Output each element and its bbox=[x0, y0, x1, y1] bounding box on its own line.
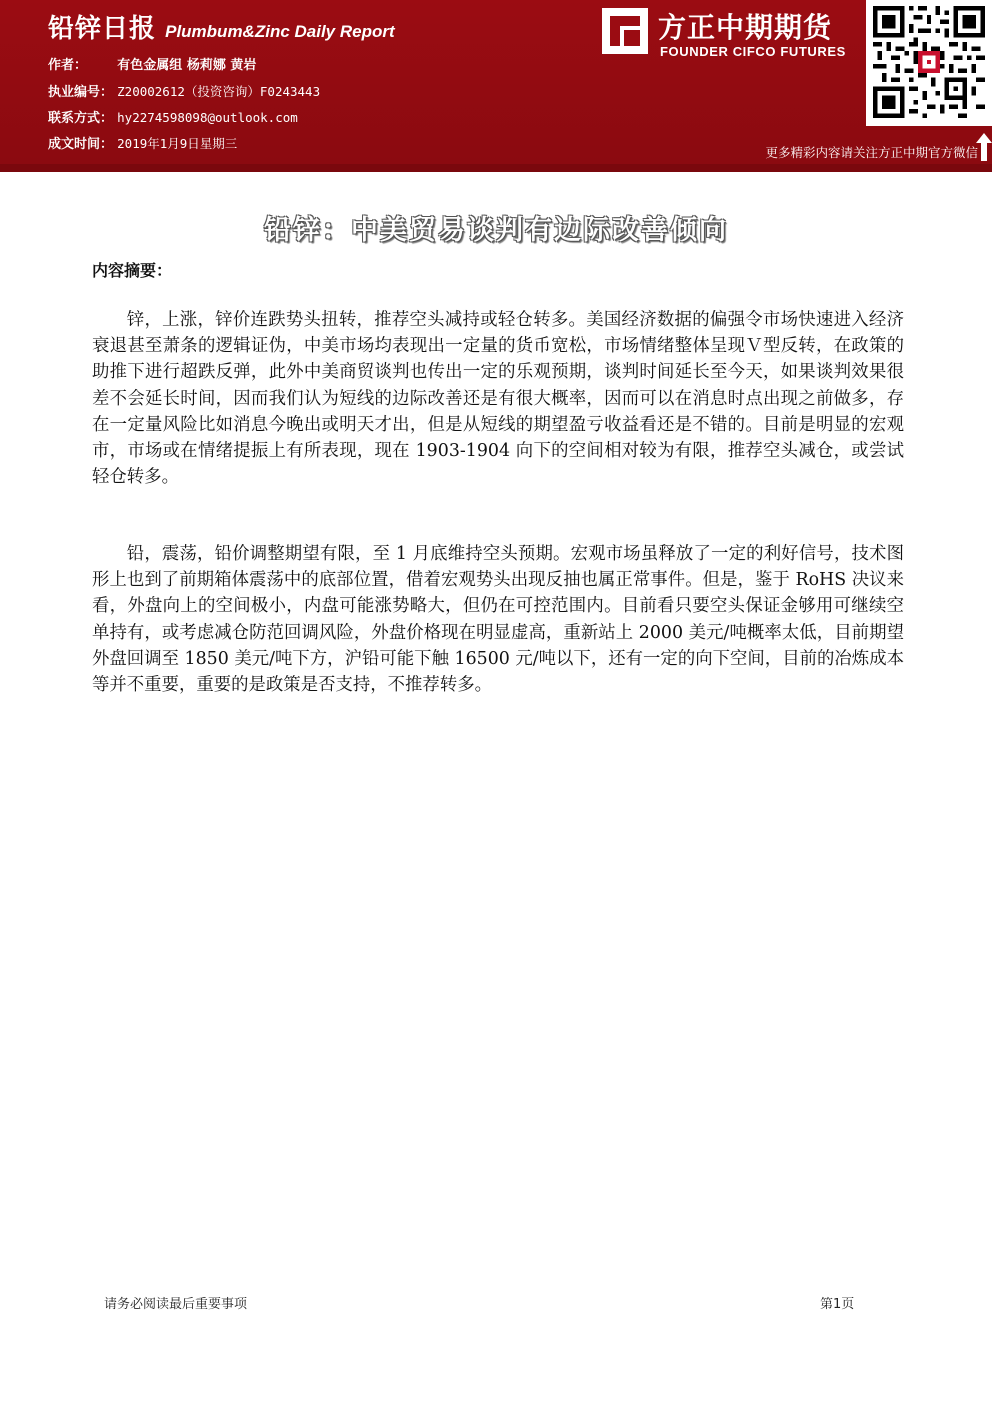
report-title bbox=[48, 8, 395, 45]
license-line bbox=[48, 81, 320, 100]
license-label: 执业编号： bbox=[48, 85, 114, 100]
author-value: 有色金属组 杨莉娜 黄岩 bbox=[117, 58, 257, 73]
contact-label: 联系方式： bbox=[48, 111, 114, 126]
contact-value[interactable]: hy2274598098@outlook.com bbox=[117, 110, 298, 125]
logo-text-en: FOUNDER CIFCO FUTURES bbox=[660, 44, 846, 59]
date-label: 成文时间： bbox=[48, 137, 114, 152]
lead-paragraph: 铅，震荡，铅价调整期望有限，至 1 月底维持空头预期。宏观市场虽释放了一定的利好信号，技术图形上也到了前期箱体震荡中的底部位置，借着宏观势头出现反抽也属正常事件。但是，鉴于 RoHS 决议来看，外盘向上的空间极小，内盘可能涨势略大，但仍在可控范围内。目前看只要空头保证金够用可继续空单持有，或考虑减仓防范回调风险，外盘价格现在明显虚高，重新站上 2000 美元/吨概率太低，目前期望外盘回调至 1850 美元/吨下方，沪铅可能下触 16500 元/吨以下，还有一定的向下空间，目前的冶炼成本等并不重要，重要的是政策是否支持，不推荐转多。 bbox=[92, 544, 904, 696]
author-label: 作者： bbox=[48, 58, 88, 73]
date-line bbox=[48, 133, 237, 152]
zinc-paragraph: 锌，上涨，锌价连跌势头扭转，推荐空头减持或轻仓转多。美国经济数据的偏强令市场快速进入经济衰退甚至萧条的逻辑证伪，中美市场均表现出一定量的货币宽松，市场情绪整体呈现Ｖ型反转，在政策的助推下进行超跌反弹，此外中美商贸谈判也传出一定的乐观预期，谈判时间延长至今天，如果谈判效果很差不会延长时间，因而我们认为短线的边际改善还是有很大概率，因而可以在消息时点出现之前做多，存在一定量风险比如消息今晚出或明天才出，但是从短线的期望盈亏收益看还是不错的。目前是明显的宏观市，市场或在情绪提振上有所表现，现在 1903-1904 向下的空间相对较为有限，推荐空头减仓，或尝试轻仓转多。 bbox=[92, 310, 904, 488]
qr-code[interactable] bbox=[866, 0, 992, 126]
footer-notice: 请务必阅读最后重要事项 bbox=[104, 1297, 248, 1312]
founder-logo bbox=[602, 6, 862, 66]
author-line bbox=[48, 54, 256, 73]
follow-wechat-note: 更多精彩内容请关注方正中期官方微信 bbox=[765, 145, 978, 160]
abstract-label: 内容摘要： bbox=[92, 261, 173, 280]
qr-code-icon bbox=[873, 5, 985, 119]
license-value: Z20002612（投资咨询）F0243443 bbox=[117, 84, 321, 99]
date-value: 2019年1月9日星期三 bbox=[117, 136, 238, 151]
founder-logo-icon bbox=[602, 8, 648, 54]
document-title: 铅锌：中美贸易谈判有边际改善倾向 bbox=[264, 215, 728, 246]
logo-text-cn: 方正中期期货 bbox=[658, 11, 833, 44]
contact-line bbox=[48, 107, 298, 126]
report-title-cn: 铅锌日报 bbox=[48, 14, 157, 44]
arrow-up-icon bbox=[976, 133, 992, 161]
header-bottom-strip bbox=[0, 164, 992, 172]
report-header bbox=[0, 0, 992, 172]
page-number: 第1页 bbox=[820, 1297, 855, 1312]
report-title-en: Plumbum&Zinc Daily Report bbox=[165, 22, 395, 41]
